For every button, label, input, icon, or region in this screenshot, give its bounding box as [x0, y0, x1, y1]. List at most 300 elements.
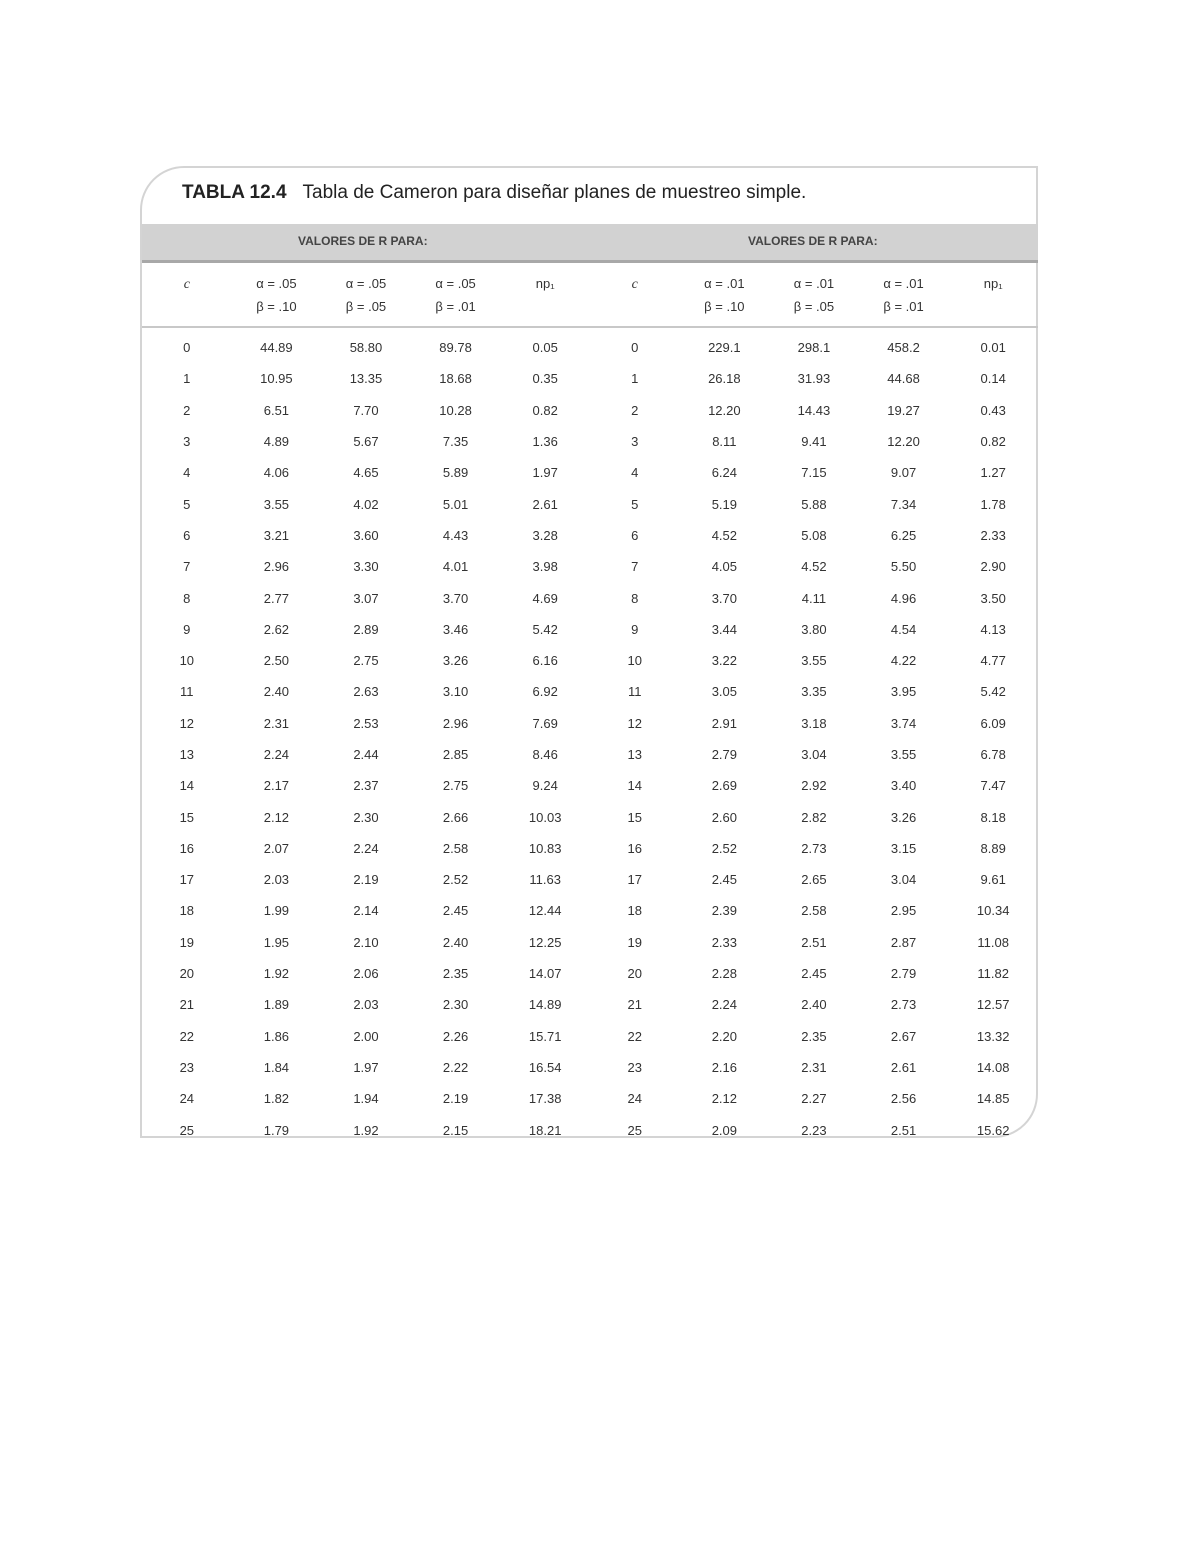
table-cell: 5 [631, 496, 639, 512]
table-cell: 2.23 [801, 1122, 827, 1138]
table-cell: 2.19 [353, 872, 379, 888]
table-cell: 11.08 [977, 934, 1009, 950]
table-cell: 2.19 [442, 1091, 469, 1107]
table-cell: 2.89 [353, 621, 379, 637]
column-header-line: α = .05 [435, 276, 476, 291]
table-cell: 14.07 [528, 966, 562, 982]
table-cell: 4.01 [442, 559, 469, 575]
table-cell: 6.16 [532, 653, 558, 669]
table-cell: 19.27 [887, 402, 920, 418]
column-header [142, 264, 232, 327]
table-cell: 8 [183, 590, 191, 606]
table-cell: 5.50 [890, 559, 917, 575]
table-cell: 2.09 [711, 1122, 738, 1138]
table-cell: 3.05 [711, 684, 738, 700]
table-row [142, 327, 1038, 363]
table-cell: 31.93 [797, 371, 831, 387]
table-cell: 0.35 [532, 371, 558, 387]
table-cell: 0.43 [980, 402, 1006, 418]
table-cell: 2.27 [801, 1091, 827, 1107]
table-cell: 2.77 [263, 590, 290, 606]
table-cell: 2.15 [442, 1122, 469, 1138]
table-cell: 3.04 [890, 872, 917, 888]
table-card [140, 166, 1038, 1138]
column-header-line: β = .10 [704, 299, 745, 314]
table-cell: 3.35 [801, 684, 827, 700]
table-cell: 2.53 [353, 715, 379, 731]
table-cell: 3 [631, 434, 639, 450]
table-cell: 12.25 [528, 934, 562, 950]
table-cell: 3.10 [442, 684, 469, 700]
header-row [142, 264, 1038, 327]
table-cell: 2.75 [353, 653, 379, 669]
table-body [142, 327, 1038, 1146]
table-cell: 2.56 [890, 1091, 917, 1107]
table-cell: 3.80 [801, 621, 827, 637]
table-cell: 22 [179, 1028, 195, 1044]
table-cell: 6.78 [980, 747, 1006, 762]
column-header-line: α = .05 [256, 276, 297, 291]
table-row [142, 676, 1038, 707]
table-cell: 2.62 [263, 621, 290, 637]
table-cell: 4.54 [890, 621, 917, 637]
table-row [142, 739, 1038, 770]
table-cell: 8 [631, 590, 639, 606]
table-cell: 2.35 [442, 966, 469, 982]
table-cell: 17 [179, 872, 195, 888]
table-cell: 44.89 [260, 340, 293, 356]
table-cell: 18.68 [439, 371, 472, 387]
table-cell: 2.58 [801, 903, 827, 919]
table-cell: 3.95 [890, 684, 917, 700]
table-cell: 2.12 [263, 809, 290, 825]
table-cell: 1.86 [263, 1028, 290, 1044]
table-cell: 2.87 [890, 934, 917, 950]
table-cell: 2.50 [263, 653, 290, 669]
column-header-line: β = .01 [435, 299, 476, 314]
table-cell: 14 [179, 778, 195, 794]
table-cell: 2.45 [711, 872, 738, 888]
table-cell: 3.18 [801, 715, 827, 731]
table-cell: 1 [631, 371, 639, 387]
table-row [142, 551, 1038, 582]
table-cell: 2.12 [711, 1091, 738, 1107]
table-cell: 21 [627, 997, 642, 1013]
table-cell: 1.97 [353, 1059, 379, 1075]
table-cell: 1.95 [263, 934, 290, 950]
table-cell: 8.46 [532, 747, 558, 762]
table-cell: 2.92 [801, 778, 827, 794]
table-cell: 16 [179, 840, 195, 856]
table-cell: 4.13 [980, 621, 1006, 637]
table-row [142, 426, 1038, 457]
table-cell: 2.73 [801, 840, 827, 856]
column-header-line: np₁ [535, 276, 555, 291]
column-header [680, 264, 770, 327]
table-cell: 2.03 [353, 997, 379, 1013]
table-cell: 20 [179, 966, 195, 982]
table-cell: 1.94 [353, 1091, 379, 1107]
table-cell: 5.01 [442, 496, 469, 512]
table-cell: 11.63 [529, 872, 561, 888]
table-cell: 15.71 [528, 1028, 562, 1044]
table-cell: 2.00 [353, 1028, 379, 1044]
table-cell: 9.24 [532, 778, 558, 794]
table-row [142, 1052, 1038, 1083]
column-header-line: β = .10 [256, 299, 297, 314]
table-title [182, 182, 806, 212]
table-cell: 12.20 [887, 434, 920, 450]
column-header [321, 264, 411, 327]
table-cell: 2.45 [801, 966, 827, 982]
table-cell: 12 [179, 715, 195, 731]
table-row [142, 895, 1038, 926]
table-cell: 8.11 [712, 434, 737, 450]
table-cell: 3.26 [442, 653, 469, 669]
table-cell: 89.78 [439, 340, 472, 356]
table-cell: 2.24 [353, 840, 379, 856]
table-cell: 4.05 [711, 559, 738, 575]
column-header-line: α = .05 [345, 276, 387, 291]
table-row [142, 395, 1038, 426]
table-cell: 1.92 [263, 966, 290, 982]
table-cell: 3.70 [711, 590, 738, 606]
table-cell: 18 [179, 903, 195, 919]
table-cell: 2.20 [711, 1028, 738, 1044]
table-cell: 3.04 [801, 747, 827, 762]
table-cell: 4.65 [353, 465, 379, 481]
column-header [411, 264, 501, 327]
column-header [232, 264, 322, 327]
table-cell: 0.82 [532, 402, 558, 418]
table-cell: 1.36 [532, 434, 558, 450]
table-cell: 10.95 [260, 371, 293, 387]
column-header-line: c [183, 277, 190, 292]
column-header-line: β = .05 [345, 299, 387, 314]
table-cell: 3.26 [890, 809, 917, 825]
table-row [142, 989, 1038, 1020]
table-cell: 9.41 [801, 434, 827, 450]
table-cell: 3.60 [353, 527, 379, 543]
table-cell: 2.79 [711, 747, 738, 762]
table-row [142, 645, 1038, 676]
table-cell: 23 [627, 1059, 642, 1075]
table-cell: 16 [627, 840, 642, 856]
table-cell: 2.44 [353, 747, 379, 762]
table-row [142, 488, 1038, 519]
table-cell: 2.33 [711, 934, 738, 950]
table-cell: 7.35 [442, 434, 469, 450]
table-cell: 6.25 [890, 527, 917, 543]
table-cell: 4.22 [890, 653, 917, 669]
table-cell: 2.75 [442, 778, 469, 794]
table-cell: 23 [179, 1059, 195, 1075]
table-cell: 18 [627, 903, 642, 919]
table-cell: 10 [627, 653, 642, 669]
table-cell: 2.65 [801, 872, 827, 888]
table-cell: 18.21 [528, 1122, 562, 1138]
table-cell: 298.1 [797, 340, 831, 356]
table-cell: 13 [179, 747, 195, 762]
table-cell: 3.70 [442, 590, 469, 606]
table-cell: 2.45 [442, 903, 469, 919]
table-row [142, 770, 1038, 801]
table-cell: 2.26 [442, 1028, 469, 1044]
band-label-left: VALORES DE R PARA: [298, 234, 428, 248]
table-cell: 0.82 [980, 434, 1006, 450]
table-cell: 25 [627, 1122, 642, 1138]
table-cell: 9.07 [890, 465, 917, 481]
table-cell: 3.55 [263, 496, 290, 512]
table-cell: 2.24 [711, 997, 738, 1013]
column-header-line: β = .01 [883, 299, 924, 314]
table-row [142, 864, 1038, 895]
table-cell: 1.79 [263, 1122, 290, 1138]
table-cell: 5.08 [801, 527, 827, 543]
table-cell: 6 [631, 527, 639, 543]
table-cell: 11.82 [977, 966, 1009, 982]
table-cell: 19 [627, 934, 642, 950]
table-cell: 26.18 [708, 371, 741, 387]
column-header [859, 264, 949, 327]
table-cell: 2.61 [890, 1059, 917, 1075]
table-cell: 3.30 [353, 559, 379, 575]
table-cell: 20 [627, 966, 642, 982]
table-cell: 15 [179, 809, 195, 825]
table-cell: 12.44 [528, 903, 562, 919]
column-header-line: np₁ [983, 276, 1003, 291]
table-cell: 2.96 [263, 559, 290, 575]
table-cell: 229.1 [708, 340, 741, 356]
table-row [142, 520, 1038, 551]
table-row [142, 1083, 1038, 1114]
table-cell: 3.21 [263, 527, 290, 543]
table-cell: 6 [183, 527, 191, 543]
table-cell: 4.06 [263, 465, 290, 481]
table-number: TABLA 12.4 [182, 182, 287, 203]
table-cell: 5.67 [353, 434, 379, 450]
table-cell: 12 [627, 715, 642, 731]
table-cell: 15.62 [976, 1122, 1010, 1138]
column-header [500, 264, 590, 327]
table-cell: 7.69 [532, 715, 558, 731]
table-cell: 4.52 [711, 527, 738, 543]
table-cell: 2.66 [442, 809, 469, 825]
table-cell: 2.10 [353, 934, 379, 950]
table-cell: 7.47 [980, 778, 1006, 794]
table-cell: 25 [179, 1122, 195, 1138]
table-cell: 2.31 [801, 1059, 827, 1075]
column-header [769, 264, 859, 327]
table-cell: 11 [180, 684, 194, 700]
table-cell: 2.07 [263, 840, 290, 856]
table-cell: 13.35 [349, 371, 383, 387]
table-cell: 13.32 [976, 1028, 1010, 1044]
table-cell: 2.40 [263, 684, 290, 700]
table-cell: 14.85 [976, 1091, 1010, 1107]
table-cell: 2.61 [532, 496, 558, 512]
table-row [142, 457, 1038, 488]
table-cell: 2 [183, 402, 191, 418]
column-header [948, 264, 1038, 327]
table-row [142, 708, 1038, 739]
table-cell: 1.92 [353, 1122, 379, 1138]
table-cell: 15 [627, 809, 642, 825]
table-cell: 7.70 [353, 402, 379, 418]
table-cell: 16.54 [528, 1059, 562, 1075]
table-cell: 2.60 [711, 809, 738, 825]
table-cell: 2.16 [711, 1059, 738, 1075]
table-cell: 2.03 [263, 872, 290, 888]
table-row [142, 1021, 1038, 1052]
table-cell: 3.55 [890, 747, 917, 762]
table-cell: 3.40 [890, 778, 917, 794]
table-cell: 9 [631, 621, 639, 637]
table-cell: 1.82 [263, 1091, 290, 1107]
table-row [142, 363, 1038, 394]
table-cell: 0 [631, 340, 639, 356]
table-cell: 2.39 [711, 903, 738, 919]
table-cell: 2.51 [801, 934, 827, 950]
table-cell: 2.17 [263, 778, 290, 794]
table-cell: 6.51 [263, 402, 290, 418]
table-cell: 4.96 [890, 590, 917, 606]
table-row [142, 958, 1038, 989]
table-cell: 19 [179, 934, 195, 950]
table-cell: 2.40 [801, 997, 827, 1013]
table-cell: 3.55 [801, 653, 827, 669]
table-cell: 4.52 [801, 559, 827, 575]
table-cell: 2.30 [353, 809, 379, 825]
table-row [142, 801, 1038, 832]
table-row [142, 614, 1038, 645]
table-cell: 6.92 [532, 684, 558, 700]
table-cell: 3.46 [442, 621, 469, 637]
table-cell: 458.2 [887, 340, 920, 356]
table-cell: 9.61 [980, 872, 1006, 888]
table-cell: 1.99 [263, 903, 290, 919]
table-cell: 7 [183, 559, 191, 575]
column-header-line: β = .05 [793, 299, 835, 314]
table-cell: 3.15 [890, 840, 917, 856]
table-cell: 3.07 [353, 590, 379, 606]
table-cell: 2.31 [263, 715, 290, 731]
table-cell: 4 [631, 465, 639, 481]
table-cell: 3.98 [532, 559, 558, 575]
table-cell: 2.82 [801, 809, 827, 825]
table-caption: Tabla de Cameron para diseñar planes de muestreo simple. [302, 182, 807, 203]
table-cell: 7.15 [801, 465, 827, 481]
table-cell: 13 [627, 747, 642, 762]
table-cell: 10 [179, 653, 195, 669]
table-cell: 2.67 [890, 1028, 917, 1044]
table-cell: 8.18 [980, 809, 1006, 825]
column-header-line: α = .01 [883, 276, 924, 291]
table-cell: 2.51 [890, 1122, 917, 1138]
table-cell: 9 [183, 621, 191, 637]
table-cell: 24 [627, 1091, 642, 1107]
table-cell: 4.43 [442, 527, 469, 543]
table-cell: 2.14 [353, 903, 379, 919]
table-cell: 3.22 [711, 653, 738, 669]
table-cell: 2.96 [442, 715, 469, 731]
table-cell: 14 [627, 778, 642, 794]
table-cell: 8.89 [980, 840, 1006, 856]
table-cell: 12.20 [708, 402, 741, 418]
column-header [590, 264, 680, 327]
table-cell: 1 [183, 371, 191, 387]
table-cell: 6.24 [711, 465, 738, 481]
table-cell: 7.34 [890, 496, 917, 512]
table-cell: 2.85 [442, 747, 469, 762]
table-cell: 2.30 [442, 997, 469, 1013]
table-cell: 2.24 [263, 747, 290, 762]
table-cell: 4 [183, 465, 191, 481]
column-header-line: α = .01 [793, 276, 835, 291]
table-cell: 5.42 [532, 621, 558, 637]
table-cell: 4.69 [532, 590, 558, 606]
table-row [142, 1114, 1038, 1145]
table-cell: 14.43 [797, 402, 831, 418]
table-cell: 2.06 [353, 966, 379, 982]
table-cell: 0.05 [532, 340, 558, 356]
table-cell: 1.84 [263, 1059, 290, 1075]
table-cell: 2.35 [801, 1028, 827, 1044]
table-cell: 14.08 [976, 1059, 1010, 1075]
table-cell: 2.22 [442, 1059, 469, 1075]
table-cell: 11 [628, 684, 642, 700]
table-cell: 14.89 [528, 997, 562, 1013]
table-cell: 1.27 [980, 465, 1006, 481]
table-cell: 2.95 [890, 903, 917, 919]
table-cell: 3.74 [890, 715, 917, 731]
table-cell: 1.78 [980, 496, 1006, 512]
table-cell: 1.89 [263, 997, 290, 1013]
table-cell: 2.69 [711, 778, 738, 794]
table-cell: 2.79 [890, 966, 917, 982]
table-cell: 2.40 [442, 934, 469, 950]
table-cell: 4.89 [263, 434, 290, 450]
table-cell: 24 [179, 1091, 195, 1107]
table-row [142, 582, 1038, 613]
table-cell: 2.91 [711, 715, 738, 731]
table-cell: 10.34 [976, 903, 1010, 919]
table-cell: 10.03 [528, 809, 562, 825]
table-cell: 0.14 [980, 371, 1006, 387]
table-cell: 3 [183, 434, 191, 450]
table-cell: 3.44 [711, 621, 738, 637]
table-cell: 2.90 [980, 559, 1006, 575]
table-cell: 3.28 [532, 527, 558, 543]
table-cell: 21 [179, 997, 195, 1013]
table-cell: 5.19 [711, 496, 738, 512]
table-row [142, 833, 1038, 864]
table-cell: 44.68 [887, 371, 920, 387]
table-cell: 12.57 [976, 997, 1010, 1013]
band-label-right: VALORES DE R PARA: [748, 234, 878, 248]
table-cell: 2.37 [353, 778, 379, 794]
table-cell: 2.52 [442, 872, 469, 888]
table-cell: 10.83 [528, 840, 562, 856]
table-cell: 22 [627, 1028, 642, 1044]
table-cell: 4.11 [801, 590, 827, 606]
table-cell: 10.28 [439, 402, 472, 418]
table-cell: 2.28 [711, 966, 738, 982]
table-row [142, 927, 1038, 958]
table-cell: 0 [183, 340, 191, 356]
table-cell: 5 [183, 496, 191, 512]
table-cell: 2.33 [980, 527, 1006, 543]
